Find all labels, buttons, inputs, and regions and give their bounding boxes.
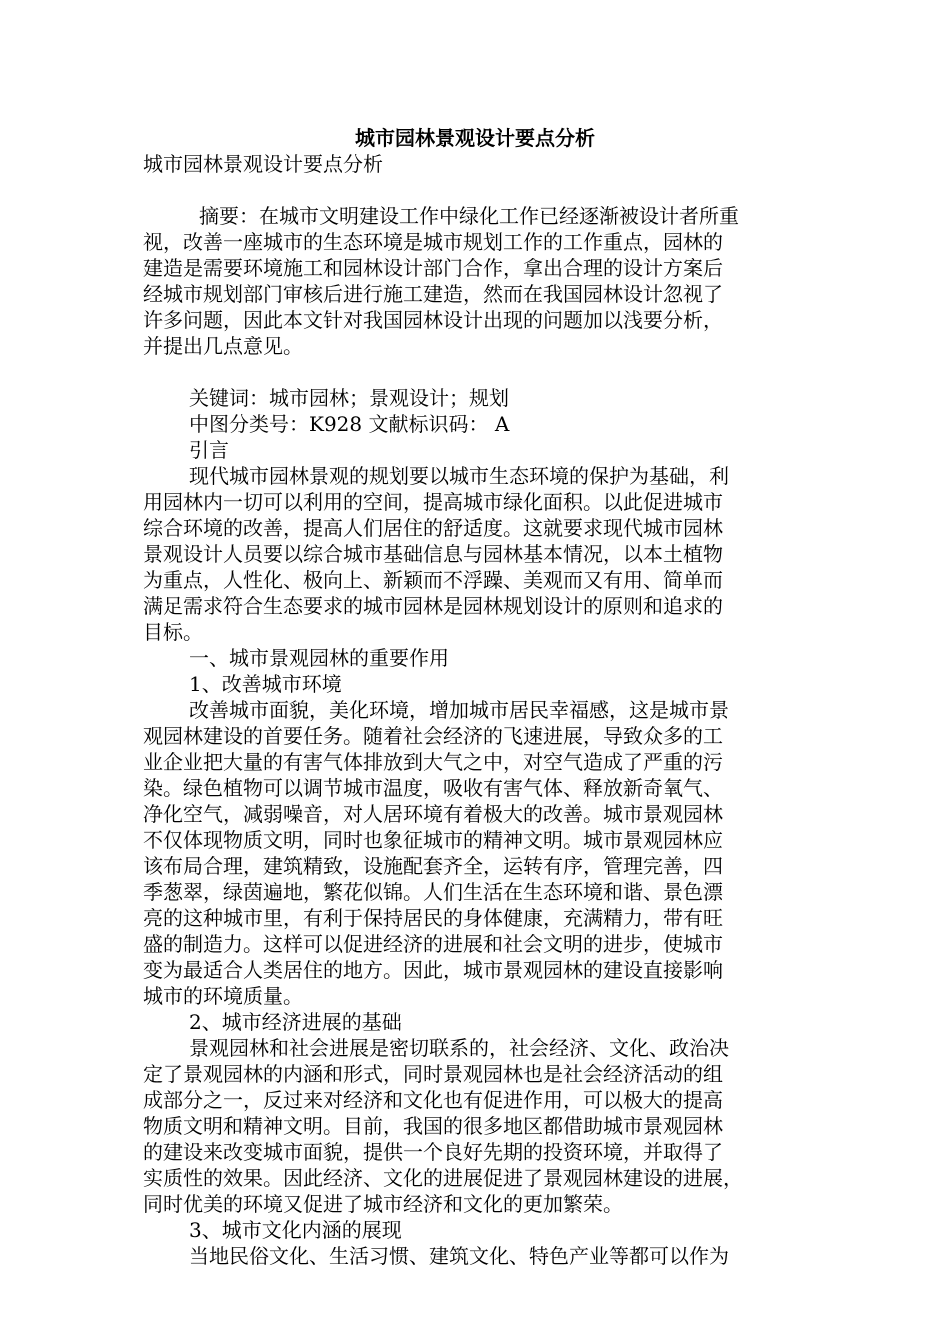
- section-heading: 一、城市景观园林的重要作用: [189, 646, 449, 670]
- intro-line: 景观设计人员要以综合城市基础信息与园林基本情况，以本土植物: [143, 542, 723, 566]
- body-line: 变为最适合人类居住的地方。因此，城市景观园林的建设直接影响: [143, 958, 723, 982]
- abstract-line: 许多问题，因此本文针对我国园林设计出现的问题加以浅要分析，: [143, 308, 723, 332]
- document-title: 城市园林景观设计要点分析: [355, 126, 595, 150]
- body-line: 观园林建设的首要任务。随着社会经济的飞速进展，导致众多的工: [143, 724, 723, 748]
- classification-line: 中图分类号：K928 文献标识码： A: [189, 412, 510, 436]
- abstract-line: 建造是需要环境施工和园林设计部门合作，拿出合理的设计方案后: [143, 256, 723, 280]
- body-line: 亮的这种城市里，有利于保持居民的身体健康，充满精力，带有旺: [143, 906, 723, 930]
- body-line: 实质性的效果。因此经济、文化的进展促进了景观园林建设的进展，: [143, 1166, 743, 1190]
- body-line: 景观园林和社会进展是密切联系的，社会经济、文化、政治决: [189, 1036, 729, 1060]
- document-page: [143, 125, 807, 1269]
- body-line: 业企业把大量的有害气体排放到大气之中，对空气造成了严重的污: [143, 750, 723, 774]
- intro-line: 满足需求符合生态要求的城市园林是园林规划设计的原则和追求的: [143, 594, 723, 618]
- blank-line: [143, 359, 807, 385]
- intro-line: 目标。: [143, 620, 203, 644]
- body-line: 染。绿色植物可以调节城市温度，吸收有害气体、释放新奇氧气、: [143, 776, 723, 800]
- intro-line: 现代城市园林景观的规划要以城市生态环境的保护为基础，利: [189, 464, 729, 488]
- abstract-paragraph: [143, 203, 807, 359]
- intro-line: 用园林内一切可以利用的空间，提高城市绿化面积。以此促进城市: [143, 490, 723, 514]
- subsection-heading: 2、城市经济进展的基础: [189, 1010, 402, 1034]
- body-line: 当地民俗文化、生活习惯、建筑文化、特色产业等都可以作为: [189, 1244, 729, 1268]
- body-line: 净化空气，减弱噪音，对人居环境有着极大的改善。城市景观园林: [143, 802, 723, 826]
- body-line: 的建设来改变城市面貌，提供一个良好先期的投资环境，并取得了: [143, 1140, 723, 1164]
- document-subtitle: 城市园林景观设计要点分析: [143, 152, 383, 176]
- body-line: 城市的环境质量。: [143, 984, 303, 1008]
- abstract-line: 摘要：在城市文明建设工作中绿化工作已经逐渐被设计者所重: [199, 204, 739, 228]
- subsection-3-paragraph: [143, 1243, 807, 1269]
- subsection-1-paragraph: [143, 697, 807, 1009]
- body-line: 成部分之一，反过来对经济和文化也有促进作用，可以极大的提高: [143, 1088, 723, 1112]
- blank-line: [143, 177, 807, 203]
- body-line: 改善城市面貌，美化环境，增加城市居民幸福感，这是城市景: [189, 698, 729, 722]
- body-line: 不仅体现物质文明，同时也象征城市的精神文明。城市景观园林应: [143, 828, 723, 852]
- subsection-2-paragraph: [143, 1035, 807, 1217]
- keywords-line: 关键词：城市园林；景观设计；规划: [189, 386, 509, 410]
- abstract-line: 经城市规划部门审核后进行施工建造，然而在我国园林设计忽视了: [143, 282, 723, 306]
- body-line: 盛的制造力。这样可以促进经济的进展和社会文明的进步，使城市: [143, 932, 723, 956]
- abstract-line: 视，改善一座城市的生态环境是城市规划工作的工作重点，园林的: [143, 230, 723, 254]
- body-line: 季葱翠，绿茵遍地，繁花似锦。人们生活在生态环境和谐、景色漂: [143, 880, 723, 904]
- abstract-line: 并提出几点意见。: [143, 334, 303, 358]
- intro-line: 为重点，人性化、极向上、新颖而不浮躁、美观而又有用、简单而: [143, 568, 723, 592]
- body-line: 定了景观园林的内涵和形式，同时景观园林也是社会经济活动的组: [143, 1062, 723, 1086]
- body-line: 同时优美的环境又促进了城市经济和文化的更加繁荣。: [143, 1192, 623, 1216]
- body-line: 该布局合理，建筑精致，设施配套齐全，运转有序，管理完善，四: [143, 854, 723, 878]
- intro-paragraph: [143, 463, 807, 645]
- subsection-heading: 1、改善城市环境: [189, 672, 342, 696]
- body-line: 物质文明和精神文明。目前，我国的很多地区都借助城市景观园林: [143, 1114, 723, 1138]
- intro-line: 综合环境的改善，提高人们居住的舒适度。这就要求现代城市园林: [143, 516, 723, 540]
- intro-heading: 引言: [189, 438, 229, 462]
- subsection-heading: 3、城市文化内涵的展现: [189, 1218, 402, 1242]
